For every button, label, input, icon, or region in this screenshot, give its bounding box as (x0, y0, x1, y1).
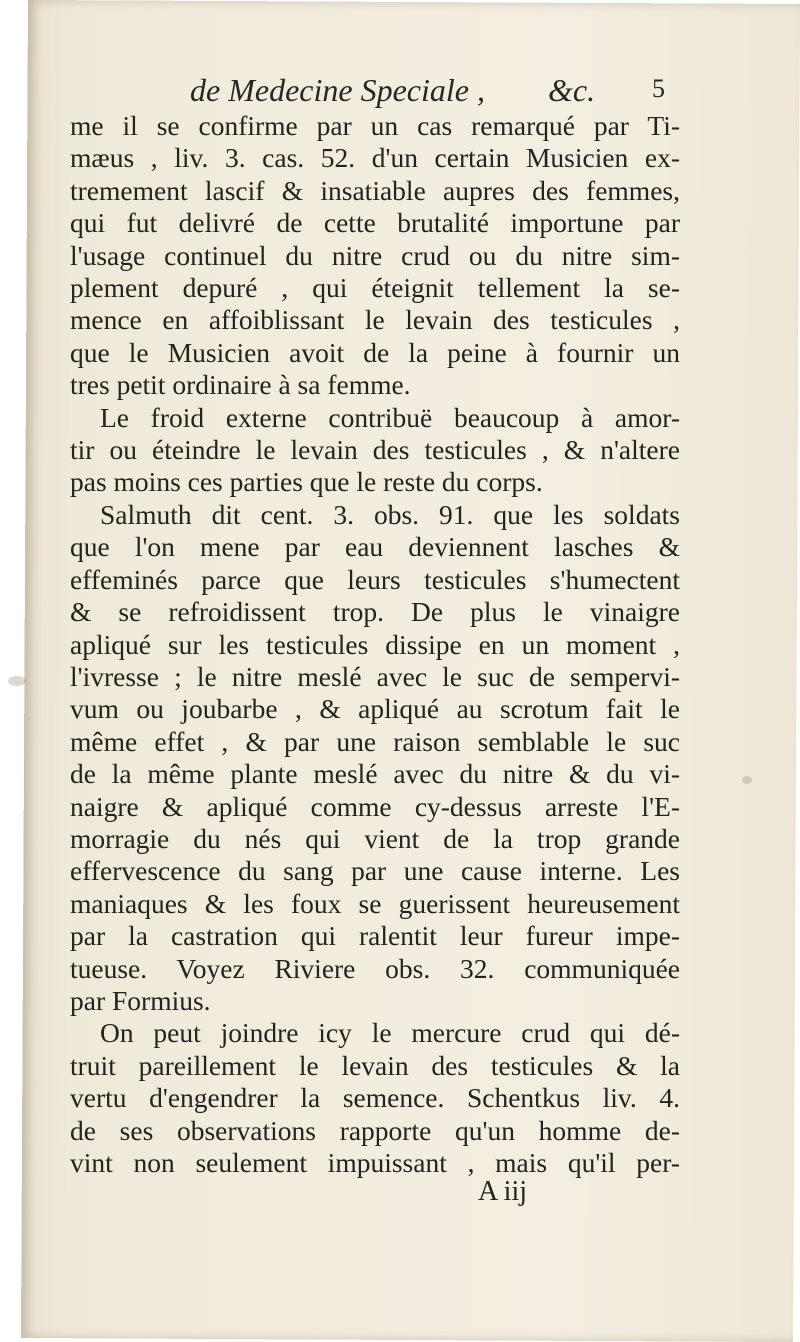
text-line: tres petit ordinaire à sa femme. (70, 369, 411, 401)
text-line: effervescence du sang par une cause interne. Les (70, 855, 680, 887)
text-line: par Formius. (70, 984, 211, 1016)
text-line: apliqué sur les testicules dissipe en un moment , (70, 628, 680, 660)
text-line: tremement lascif & insatiable aupres des femmes, (70, 174, 680, 206)
text-line: l'usage continuel du nitre crud ou du nitre sim- (70, 239, 680, 271)
text-line: effeminés parce que leurs testicules s'humectent (70, 563, 680, 595)
text-line: mæus , liv. 3. cas. 52. d'un certain Musicien ex- (70, 142, 680, 174)
paper-stain (742, 776, 752, 784)
text-line: que l'on mene par eau deviennent lasches & (70, 531, 680, 563)
text-line: vint non seulement impuissant , mais qu'il per- (70, 1147, 680, 1178)
text-line: tueuse. Voyez Riviere obs. 32. communiquée (70, 952, 680, 984)
text-line: qui fut delivré de cette brutalité importune par (70, 207, 680, 239)
paragraph-start-line: Le froid externe contribuë beaucoup à amor- (100, 401, 680, 433)
running-title-etc: &c. (548, 72, 596, 108)
running-title: de Medecine Speciale , (190, 72, 485, 108)
text-line: que le Musicien avoit de la peine à fournir un (70, 336, 680, 368)
page-number: 5 (652, 74, 665, 103)
paper-stain (8, 676, 26, 686)
text-line: vertu d'engendrer la semence. Schentkus liv. 4. (70, 1082, 680, 1114)
text-line: plement depuré , qui éteignit tellement la se- (70, 272, 680, 304)
text-line: l'ivresse ; le nitre meslé avec le suc de sempervi- (70, 660, 680, 692)
text-line: & se refroidissent trop. De plus le vinaigre (70, 596, 680, 628)
paragraph-start-line: On peut joindre icy le mercure crud qui dé- (100, 1017, 680, 1049)
running-header (190, 68, 670, 116)
text-line: truit pareillement le levain des testicules & la (70, 1049, 680, 1081)
text-line: de ses observations rapporte qu'un homme de- (70, 1114, 680, 1146)
signature-mark: A iij (478, 1176, 528, 1207)
text-line: maniaques & les foux se guerissent heureusement (70, 887, 680, 919)
paragraph-start-line: Salmuth dit cent. 3. obs. 91. que les soldats (100, 498, 680, 530)
text-line: par la castration qui ralentit leur fureur impe- (70, 920, 680, 952)
text-line: tir ou éteindre le levain des testicules , & n'altere (70, 434, 680, 466)
text-line: mence en affoiblissant le levain des testicules , (70, 304, 680, 336)
text-line: vum ou joubarbe , & apliqué au scrotum fait le (70, 693, 680, 725)
text-line: me il se confirme par un cas remarqué par Ti- (70, 110, 680, 141)
text-line: de la même plante meslé avec du nitre & du vi- (70, 758, 680, 790)
body-text (70, 110, 680, 1179)
text-line: naigre & apliqué comme cy-dessus arreste l'E- (70, 790, 680, 822)
text-line: morragie du nés qui vient de la trop grande (70, 822, 680, 854)
text-line: pas moins ces parties que le reste du corps. (70, 466, 543, 498)
text-line: même effet , & par une raison semblable le suc (70, 725, 680, 757)
